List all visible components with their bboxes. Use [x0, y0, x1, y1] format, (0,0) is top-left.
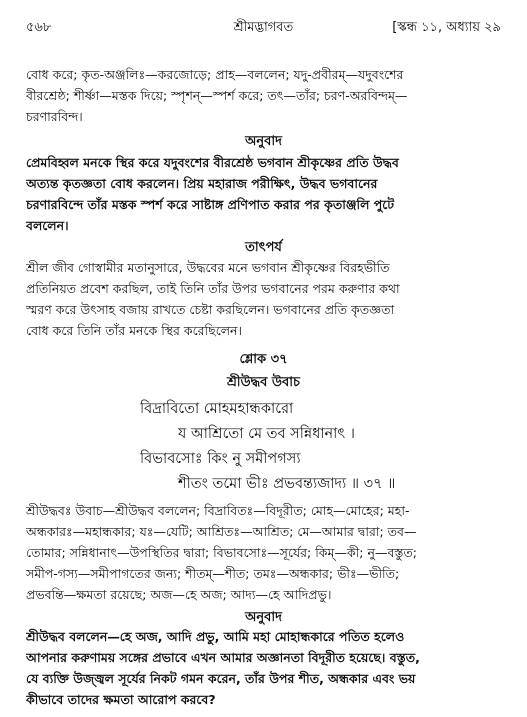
synonyms-bottom [26, 500, 501, 605]
translation-line: শ্রীউদ্ধব বললেন—হে অজ, আদি প্রভু, আমি মহা মোহান্ধকারে পতিত হলেও [26, 629, 405, 644]
verse-speaker: শ্রীউদ্ধব উবাচ [226, 375, 301, 390]
verse-line: বিভাবসোঃ কিং নু সমীপগস্য [140, 451, 301, 467]
synonym-line: বীরশ্রেষ্ঠ; শীর্ষ্ণা—মস্তক দিয়ে; স্পৃশন্—স্পর্শ করে; তৎ—তাঁর; চরণ-অরবিন্দম্— [26, 88, 408, 103]
book-title: শ্রীমদ্ভাগবত [233, 20, 294, 35]
synonym-line: বোধ করে; কৃত-অঞ্জলিঃ—করজোড়ে; প্রাহ—বললেন; যদু-প্রবীরম্—যদুবংশের [26, 67, 404, 82]
purport-line: প্রতিনিয়ত প্রবেশ করছিল, তাই তিনি তাঁর উপর ভগবানের পরম করুণার কথা [26, 281, 400, 296]
page-number: ৫৬৮ [26, 20, 52, 35]
translation-text [26, 152, 501, 236]
purport-line: স্মরণ করে উৎসাহ বজায় রাখতে চেষ্টা করছিলেন। ভগবানের প্রতি কৃতজ্ঞতা [26, 302, 395, 317]
verse-line: শীতং তমো ভীঃ প্রভবন্ত্যজাদ্য ॥ ৩৭ ॥ [178, 476, 396, 492]
purport-text [26, 257, 501, 341]
synonym-line: সমীপ-গস্য—সমীপাগতের জন্য; শীতম্—শীত; তমঃ—অন্ধকার; ভীঃ—ভীতি; [26, 566, 400, 581]
purport-line: শ্রীল জীব গোস্বামীর মতানুসারে, উদ্ধবের মনে ভগবান শ্রীকৃষ্ণের বিরহভীতি [26, 260, 390, 275]
verse-number-heading: শ্লোক ৩৭ [239, 352, 288, 367]
purport-heading: তাৎপর্য [245, 240, 282, 255]
translation-line: চরণারবিন্দে তাঁর মস্তক স্পর্শ করে সাষ্টাঙ্গ প্রণিপাত করার পর কৃতাঞ্জলি পুটে [26, 197, 395, 212]
synonym-line: প্রভবন্তি—ক্ষমতা রয়েছে; অজ—হে অজ; আদ্য—হে আদিপ্রভু। [26, 587, 332, 602]
translation-text [26, 626, 501, 710]
synonym-line: চরণারবিন্দ। [26, 109, 83, 124]
translation-heading: অনুবাদ [245, 134, 282, 149]
translation-heading: অনুবাদ [245, 610, 282, 625]
translation-line: যে ব্যক্তি উজ্জ্বল সূর্যের নিকট গমন করেন, তাঁর উপর শীত, অন্ধকার এবং ভয় [26, 671, 416, 686]
translation-line: অত্যন্ত কৃতজ্ঞতা বোধ করলেন। প্রিয় মহারাজ পরীক্ষিৎ, উদ্ধব ভগবানের [26, 176, 378, 191]
canto-chapter-label: [স্কন্ধ ১১, অধ্যায় ২৯ [392, 20, 501, 35]
verse-line: য আশ্রিতো মে তব সন্নিধানাৎ । [178, 426, 355, 442]
running-header [26, 18, 501, 38]
translation-line: বললেন। [26, 218, 69, 233]
verse-line: বিদ্রাবিতো মোহমহান্ধকারো [140, 401, 294, 417]
synonym-line: শ্রীউদ্ধবঃ উবাচ—শ্রীউদ্ধব বললেন; বিদ্রাবিতঃ—বিদূরীত; মোহ—মোহের; মহা- [26, 503, 410, 518]
synonyms-top [26, 64, 501, 127]
synonym-line: অন্ধকারঃ—মহান্ধকার; যঃ—যেটি; আশ্রিতঃ—আশ্রিত; মে—আমার দ্বারা; তব— [26, 524, 417, 539]
translation-line: আপনার করুণাময় সঙ্গের প্রভাবে এখন আমার অজ্ঞানতা বিদূরীত হয়েছে। বস্তুত, [26, 650, 420, 665]
purport-line: বোধ করে তিনি তাঁর মনকে স্থির করেছিলেন। [26, 323, 242, 338]
translation-line: কীভাবে তাদের ক্ষমতা আরোপ করবে? [26, 692, 216, 707]
translation-line: প্রেমবিহ্বল মনকে স্থির করে যদুবংশের বীরশ্রেষ্ঠ ভগবান শ্রীকৃষ্ণের প্রতি উদ্ধব [26, 155, 399, 170]
synonym-line: তোমার; সন্নিধানাৎ—উপস্থিতির দ্বারা; বিভাবসোঃ—সূর্যের; কিম্—কী; নু—বস্তুত; [26, 545, 417, 560]
